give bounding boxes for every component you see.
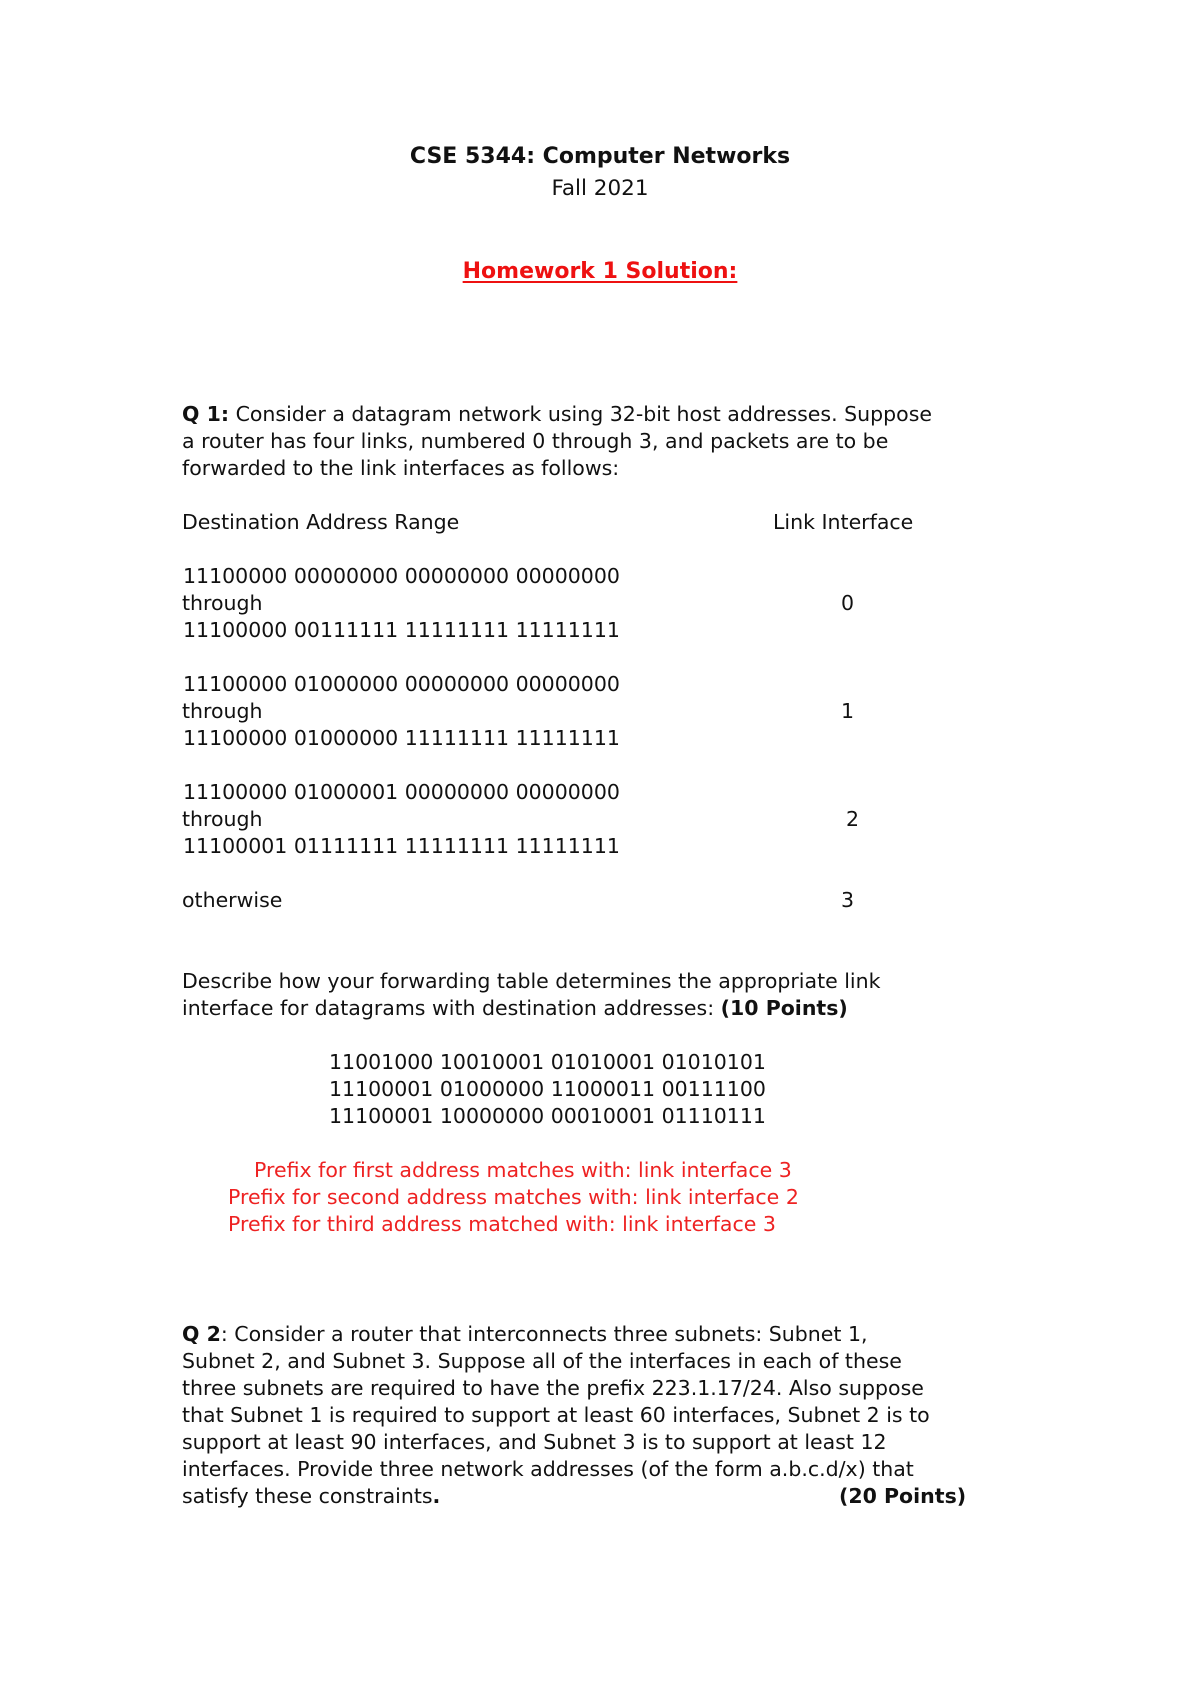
q1-intro-line-2: a router has four links, numbered 0 through 3, and packets are to be <box>182 429 889 453</box>
q2-label: Q 2 <box>182 1322 221 1346</box>
q2-line-3: three subnets are required to have the prefix 223.1.17/24. Also suppose <box>182 1376 924 1400</box>
otherwise-link: 3 <box>841 888 855 912</box>
course-title: CSE 5344: Computer Networks <box>409 144 791 169</box>
row-0-link: 0 <box>841 591 855 615</box>
otherwise-label: otherwise <box>182 888 283 912</box>
row-0-from: 11100000 00000000 00000000 00000000 <box>183 564 620 588</box>
q1-points: (10 Points) <box>720 996 848 1020</box>
q1-intro-line-1: Q 1: Consider a datagram network using 32-bit host addresses. Suppose <box>182 402 933 426</box>
address-1: 11001000 10010001 01010001 01010101 <box>329 1050 766 1074</box>
homework-title: Homework 1 Solution: <box>462 259 738 284</box>
answer-3: Prefix for third address matched with: link interface 3 <box>228 1212 776 1236</box>
q1-question-line-1: Describe how your forwarding table determines the appropriate link <box>182 969 881 993</box>
q1-question-line-2: interface for datagrams with destination addresses: (10 Points) <box>182 996 848 1020</box>
row-0-through: through <box>182 591 263 615</box>
q2-line-7: satisfy these constraints. <box>182 1484 441 1508</box>
q2-line-4: that Subnet 1 is required to support at least 60 interfaces, Subnet 2 is to <box>182 1403 930 1427</box>
q2-line-2: Subnet 2, and Subnet 3. Suppose all of the interfaces in each of these <box>182 1349 902 1373</box>
q2-period: . <box>432 1484 441 1508</box>
q1-intro-line-3: forwarded to the link interfaces as follows: <box>182 456 620 480</box>
q2-line-1: Q 2: Consider a router that interconnects three subnets: Subnet 1, <box>182 1322 868 1346</box>
q2-line-6: interfaces. Provide three network addresses (of the form a.b.c.d/x) that <box>182 1457 914 1481</box>
row-2-to: 11100001 01111111 11111111 11111111 <box>183 834 620 858</box>
row-1-link: 1 <box>841 699 855 723</box>
answer-1: Prefix for first address matches with: link interface 3 <box>254 1158 792 1182</box>
q2-points: (20 Points) <box>839 1484 967 1508</box>
row-1-through: through <box>182 699 263 723</box>
row-1-from: 11100000 01000000 00000000 00000000 <box>183 672 620 696</box>
row-2-through: through <box>182 807 263 831</box>
row-1-to: 11100000 01000000 11111111 11111111 <box>183 726 620 750</box>
table-header-link: Link Interface <box>773 510 914 534</box>
row-0-to: 11100000 00111111 11111111 11111111 <box>183 618 620 642</box>
address-2: 11100001 01000000 11000011 00111100 <box>329 1077 766 1101</box>
q2-line-5: support at least 90 interfaces, and Subnet 3 is to support at least 12 <box>182 1430 887 1454</box>
answer-2: Prefix for second address matches with: link interface 2 <box>228 1185 799 1209</box>
q1-label: Q 1: <box>182 402 230 426</box>
table-header-range: Destination Address Range <box>182 510 460 534</box>
term: Fall 2021 <box>551 176 649 201</box>
row-2-from: 11100000 01000001 00000000 00000000 <box>183 780 620 804</box>
row-2-link: 2 <box>846 807 860 831</box>
address-3: 11100001 10000000 00010001 01110111 <box>329 1104 766 1128</box>
